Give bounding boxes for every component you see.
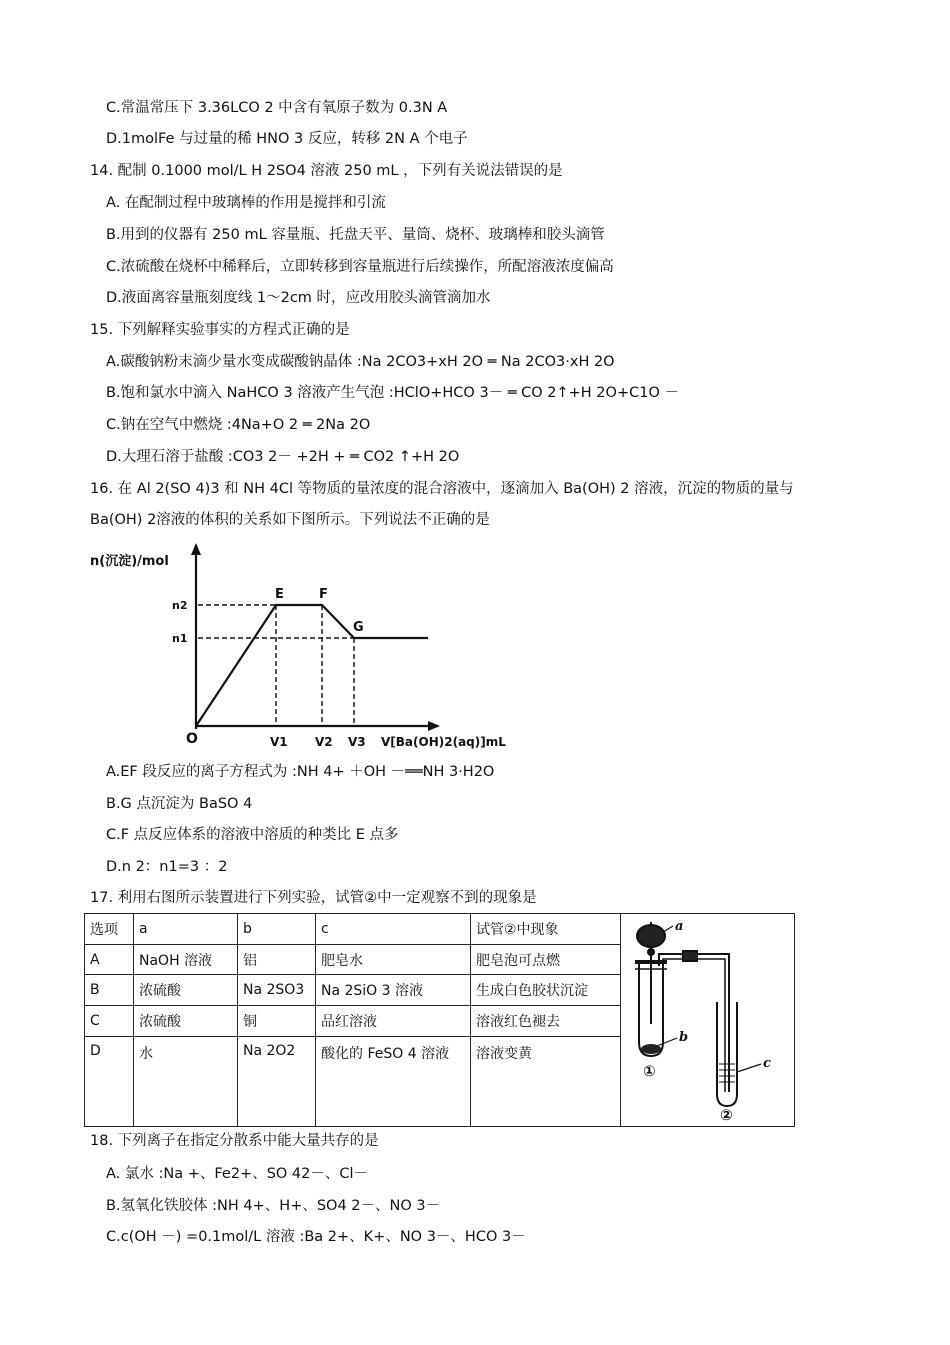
q13-option-d: D.1molFe 与过量的稀 HNO 3 反应，转移 2N A 个电子 [106,131,468,147]
table-cell: 浓硫酸 [134,975,238,1006]
apparatus-diagram [621,914,794,1122]
leader-c [737,1064,761,1072]
precipitate-curve [196,605,428,726]
liquid-b [641,1044,661,1054]
q18-stem: 18. 下列离子在指定分散系中能大量共存的是 [90,1133,379,1149]
v1-label: V1 [270,735,288,749]
header-cell: 选项 [85,914,134,945]
q16-option-a: A.EF 段反应的离子方程式为 :NH 4+ ＋OH －══NH 3·H2O [106,764,495,780]
delivery-tube [659,954,729,1092]
q14-option-b: B.用到的仪器有 250 mL 容量瓶、托盘天平、量筒、烧杯、玻璃棒和胶头滴管 [106,227,605,243]
table-cell: 浓硫酸 [134,1006,238,1037]
table-cell: 生成白色胶状沉淀 [471,975,621,1006]
label-tube-1: ① [643,1062,656,1080]
table-cell: 品红溶液 [316,1006,471,1037]
point-f-label: F [319,587,328,602]
table-cell: Na 2SiO 3 溶液 [316,975,471,1006]
q15-option-b: B.饱和氯水中滴入 NaHCO 3 溶液产生气泡 :HClO+HCO 3－ ═ CO 2↑+H 2O+C1O － [106,385,679,401]
q18-option-a: A. 氯水 :Na +、Fe2+、SO 42－、Cl－ [106,1166,369,1182]
q13-option-c: C.常温常压下 3.36LCO 2 中含有氧原子数为 0.3N A [106,100,448,116]
v3-label: V3 [348,735,366,749]
q14-option-d: D.液面离容量瓶刻度线 1～2cm 时，应改用胶头滴管滴加水 [106,290,491,306]
q18-option-b: B.氢氧化铁胶体 :NH 4+、H+、SO4 2－、NO 3－ [106,1198,441,1214]
table-cell: 水 [134,1036,238,1126]
label-tube-2: ② [720,1106,733,1122]
funnel-bulb [637,925,665,947]
table-cell: 铜 [238,1006,316,1037]
label-c: c [763,1056,771,1071]
v2-label: V2 [315,735,333,749]
q16-option-d: D.n 2：n1=3 ：2 [106,859,228,875]
table-cell: A [85,944,134,975]
q18-option-c: C.c(OH －) =0.1mol/L 溶液 :Ba 2+、K+、NO 3－、HCO 3－ [106,1229,526,1245]
q16-option-b: B.G 点沉淀为 BaSO 4 [106,796,253,812]
q15-option-d: D.大理石溶于盐酸 :CO3 2－ +2H + ═ CO2 ↑+H 2O [106,449,460,465]
q17-stem: 17. 利用右图所示装置进行下列实验，试管②中一定观察不到的现象是 [90,890,537,906]
x-axis-arrow [428,721,440,731]
table-cell: Na 2O2 [238,1036,316,1126]
header-cell: c [316,914,471,945]
n1-label: n1 [172,632,188,645]
label-b: b [679,1030,689,1045]
q16-stem-1: 16. 在 Al 2(SO 4)3 和 NH 4Cl 等物质的量浓度的混合溶液中，逐滴加入 Ba(OH) 2 溶液，沉淀的物质的量与 [90,481,794,497]
x-axis-label: V[Ba(OH)2(aq)]mL [381,735,506,749]
apparatus-cell [621,914,795,1127]
table-cell: 溶液红色褪去 [471,1006,621,1037]
table-cell: B [85,975,134,1006]
header-cell: b [238,914,316,945]
q15-option-a: A.碳酸钠粉末滴少量水变成碳酸钠晶体 :Na 2CO3+xH 2O ═ Na 2CO3·xH 2O [106,354,615,370]
n2-label: n2 [172,599,188,612]
table-cell: 酸化的 FeSO 4 溶液 [316,1036,471,1126]
leader-b [657,1038,677,1046]
table-cell: 肥皂泡可点燃 [471,944,621,975]
point-e-label: E [275,587,284,602]
q14-option-c: C.浓硫酸在烧杯中稀释后，立即转移到容量瓶进行后续操作，所配溶液浓度偏高 [106,259,614,275]
table-cell: 溶液变黄 [471,1036,621,1126]
precipitate-graph [86,543,546,755]
table-cell: D [85,1036,134,1126]
label-a: a [675,919,684,934]
header-cell: a [134,914,238,945]
header-cell: 试管②中现象 [471,914,621,945]
q15-option-c: C.钠在空气中燃烧 :4Na+O 2 ═ 2Na 2O [106,417,371,433]
y-axis-arrow [191,543,201,555]
y-axis-label: n(沉淀)/mol [90,554,169,569]
q14-option-a: A. 在配制过程中玻璃棒的作用是搅拌和引流 [106,195,386,211]
q16-option-c: C.F 点反应体系的溶液中溶质的种类比 E 点多 [106,827,399,843]
origin-label: O [186,731,198,747]
table-header-row [85,914,795,945]
leader-a [663,926,673,932]
q15-stem: 15. 下列解释实验事实的方程式正确的是 [90,322,350,338]
rubber-joint [683,951,697,961]
table-cell: NaOH 溶液 [134,944,238,975]
q14-stem: 14. 配制 0.1000 mol/L H 2SO4 溶液 250 mL ，下列有关说法错误的是 [90,163,563,179]
point-g-label: G [353,620,364,635]
table-cell: C [85,1006,134,1037]
funnel-tap [648,949,654,955]
q16-stem-2: Ba(OH) 2溶液的体积的关系如下图所示。下列说法不正确的是 [90,512,490,528]
q17-table [84,913,795,1127]
test-tube-2 [717,1002,737,1106]
table-cell: 铝 [238,944,316,975]
table-cell: Na 2SO3 [238,975,316,1006]
table-cell: 肥皂水 [316,944,471,975]
